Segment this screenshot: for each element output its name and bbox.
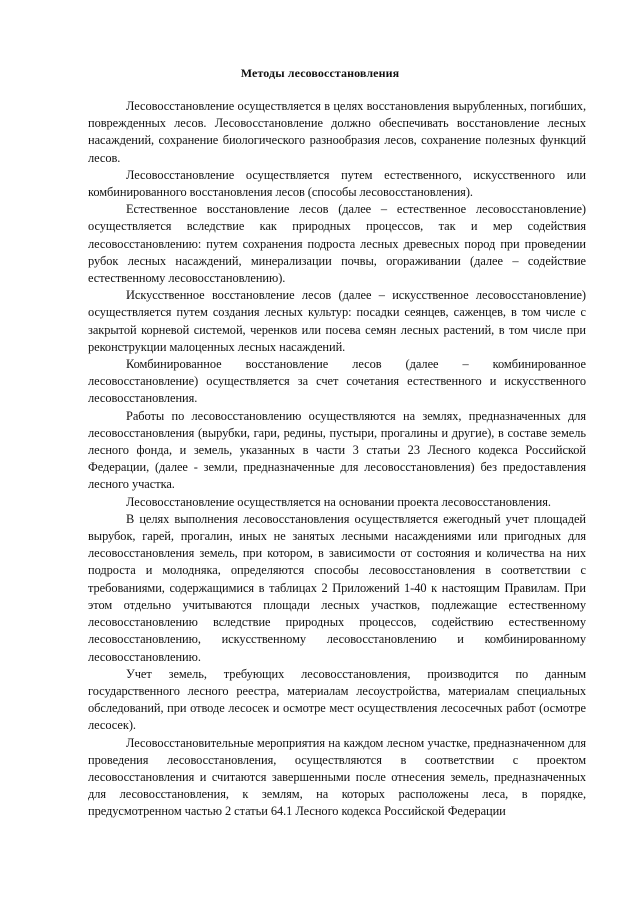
page-title: Методы лесовосстановления — [240, 66, 400, 80]
paragraph: Комбинированное восстановление лесов (далее – комбинированное лесовосстановление) осуществляется за счет сочетания естественного и искусственного лесовосстановления. — [88, 357, 586, 406]
document-body — [88, 98, 586, 821]
paragraph: Лесовосстановление осуществляется на основании проекта лесовосстановления. — [126, 494, 551, 509]
paragraph: Учет земель, требующих лесовосстановления, производится по данным государственного лесного реестра, материалам лесоустройства, материалам специальных обследований, при отводе лесосек и осмотре мест осуществления лесосечных работ (осмотре лесосек). — [88, 666, 586, 733]
paragraph: Естественное восстановление лесов (далее – естественное лесовосстановление) осуществляется вследствие как природных процессов, так и мер содействия лесовосстановлению: путем сохранения подроста лесных древесных пород при проведении рубок лесных насаждений, минерализации почвы, огораживании (далее – содействие естественному лесовосстановлению). — [88, 202, 586, 286]
paragraph: Искусственное восстановление лесов (далее – искусственное лесовосстановление) осуществляется путем создания лесных культур: посадки сеянцев, саженцев, в том числе с закрытой корневой системой, черенков или посева семян лесных растений, в том числе при реконструкции малоценных лесных насаждений. — [88, 288, 586, 354]
paragraph: В целях выполнения лесовосстановления осуществляется ежегодный учет площадей вырубок, гарей, прогалин, иных не занятых лесными насаждениями или пригодных для лесовосстановления земель, при котором, в зависимости от состояния и количества на них подроста и молодняка, определяются способы лесовосстановления в соответствии с требованиями, содержащимися в таблицах 2 Приложений 1-40 к настоящим Правилам. При этом отдельно учитываются площади лесных участков, подлежащие естественному лесовосстановлению вследствие природных процессов, содействию естественному лесовосстановлению, искусственному лесовосстановлению и комбинированному лесовосстановлению. — [88, 511, 586, 664]
paragraph: Работы по лесовосстановлению осуществляются на землях, предназначенных для лесовосстановления (вырубки, гари, редины, пустыри, прогалины и другие), в составе земель лесного фонда, и земель, указанных в части 3 статьи 23 Лесного кодекса Российской Федерации, (далее - земли, предназначенные для лесовосстановления) без предоставления лесного участка. — [88, 408, 586, 492]
paragraph: Лесовосстановление осуществляется путем естественного, искусственного или комбинированного восстановления лесов (способы лесовосстановления). — [88, 167, 586, 200]
paragraph: Лесовосстановительные мероприятия на каждом лесном участке, предназначенном для проведения лесовосстановления, осуществляются в соответствии с проектом лесовосстановления и считаются завершенными после отнесения земель, предназначенных для лесовосстановления, к землям, на которых расположены леса, в порядке, предусмотренном частью 2 статьи 64.1 Лесного кодекса Российской Федерации — [88, 735, 586, 819]
paragraph: Лесовосстановление осуществляется в целях восстановления вырубленных, погибших, поврежденных лесов. Лесовосстановление должно обеспечивать восстановление лесных насаждений, сохранение биологического разнообразия лесов, сохранение полезных функций лесов. — [88, 99, 586, 165]
